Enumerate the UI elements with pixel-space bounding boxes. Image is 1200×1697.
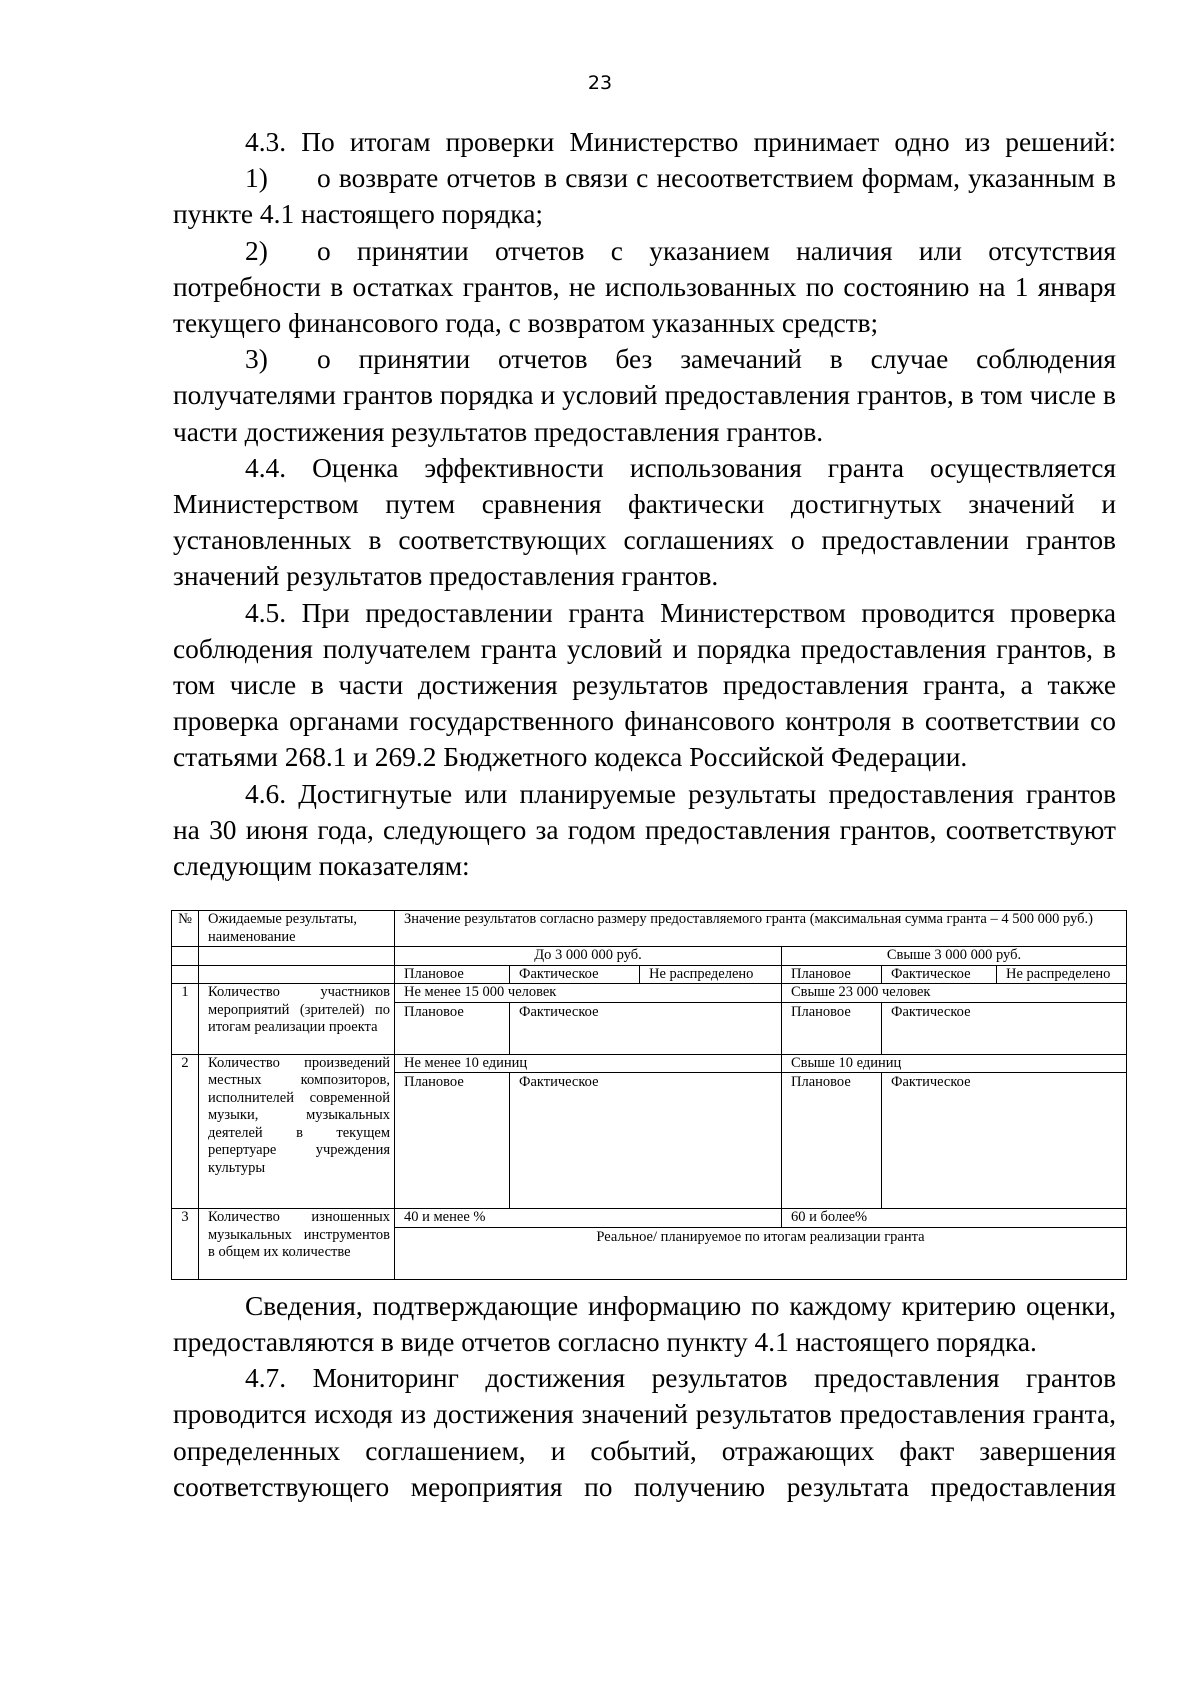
paragraph-evidence: Сведения, подтверждающие информацию по каждому критерию оценки, предоставляются в виде отчетов согласно пункту 4.1 настоящего порядка. [173, 1290, 1116, 1357]
row-value-upto: Не менее 15 000 человек [395, 984, 782, 1003]
list-item-number: 1) [245, 163, 268, 194]
list-item-2 [173, 233, 1116, 342]
table-cell [172, 947, 199, 966]
header-planned: Плановое [395, 965, 510, 984]
header-undistributed: Не распределено [997, 965, 1127, 984]
cell-planned: Плановое [395, 1002, 510, 1054]
list-item-3 [173, 341, 1116, 450]
list-item-number: 3) [245, 344, 268, 375]
row-value-upto: Не менее 10 единиц [395, 1054, 782, 1073]
cell-actual: Фактическое [882, 1073, 1127, 1209]
page-number: 23 [587, 72, 613, 94]
row-number: 3 [172, 1209, 199, 1280]
header-upto-3m: До 3 000 000 руб. [395, 947, 782, 966]
cell-actual: Фактическое [510, 1073, 782, 1209]
header-values: Значение результатов согласно размеру предоставляемого гранта (максимальная сумма гранта – 4 500 000 руб.) [395, 911, 1127, 947]
header-number: № [172, 911, 199, 947]
cell-actual: Фактическое [882, 1002, 1127, 1054]
row-number: 2 [172, 1054, 199, 1209]
row-value-over: 60 и более% [782, 1209, 1127, 1228]
header-undistributed: Не распределено [640, 965, 782, 984]
row-name: Количество произведений местных композиторов, исполнителей современной музыки, музыкальных деятелей в текущем репертуаре учреждения культуры [199, 1054, 395, 1209]
row-value-over: Свыше 23 000 человек [782, 984, 1127, 1003]
paragraph-4-4: 4.4. Оценка эффективности использования гранта осуществляется Министерством путем сравнения фактически достигнутых значений и установленных в соответствующих соглашениях о предоставлении грантов значений результатов предоставления грантов. [173, 452, 1116, 592]
row-value-over: Свыше 10 единиц [782, 1054, 1127, 1073]
list-item-1 [173, 160, 1116, 232]
cell-planned: Плановое [782, 1002, 882, 1054]
list-item-text: о принятии отчетов без замечаний в случае соблюдения получателями грантов порядка и условий предоставления грантов, в том числе в части достижения результатов предоставления грантов. [173, 344, 1116, 447]
cell-planned: Плановое [782, 1073, 882, 1209]
header-actual: Фактическое [882, 965, 997, 984]
paragraph-4-6: 4.6. Достигнутые или планируемые результаты предоставления грантов на 30 июня года, следующего за годом предоставления грантов, соответствуют следующим показателям: [173, 778, 1116, 882]
cell-actual: Фактическое [510, 1002, 782, 1054]
table-row [172, 1054, 1127, 1073]
list-item-text: о принятии отчетов с указанием наличия или отсутствия потребности в остатках грантов, не использованных по состоянию на 1 января текущего финансового года, с возвратом указанных средств; [173, 235, 1116, 339]
paragraph-4-7: 4.7. Мониторинг достижения результатов предоставления грантов проводится исходя из достижения значений результатов предоставления гранта, определенных соглашением, и событий, отражающих факт завершения соответствующего мероприятия по получению результата предоставления [173, 1363, 1116, 1502]
row-note: Реальное/ планируемое по итогам реализации гранта [395, 1227, 1127, 1279]
list-item-text: о возврате отчетов в связи с несоответствием формам, указанным в пункте 4.1 настоящего порядка; [173, 163, 1116, 230]
table-cell [172, 965, 199, 984]
table-row [172, 1209, 1127, 1228]
header-actual: Фактическое [510, 965, 640, 984]
header-planned: Плановое [782, 965, 882, 984]
row-name: Количество участников мероприятий (зрителей) по итогам реализации проекта [199, 984, 395, 1055]
list-item-number: 2) [245, 235, 268, 266]
cell-planned: Плановое [395, 1073, 510, 1209]
row-number: 1 [172, 984, 199, 1055]
paragraph-4-5: 4.5. При предоставлении гранта Министерством проводится проверка соблюдения получателем гранта условий и порядка предоставления грантов, в том числе в части достижения результатов предоставления гранта, а также проверка органами государственного финансового контроля в соответствии со статьями 268.1 и 269.2 Бюджетного кодекса Российской Федерации. [173, 597, 1116, 773]
document-body [173, 124, 1116, 1505]
paragraph-4-3: 4.3. По итогам проверки Министерство принимает одно из решений: [245, 127, 1116, 157]
table-cell [199, 965, 395, 984]
row-value-upto: 40 и менее % [395, 1209, 782, 1228]
row-name: Количество изношенных музыкальных инструментов в общем их количестве [199, 1209, 395, 1280]
table-cell [199, 947, 395, 966]
table-row [172, 984, 1127, 1003]
header-results: Ожидаемые результаты, наименование [199, 911, 395, 947]
results-table [171, 910, 1127, 1280]
header-over-3m: Свыше 3 000 000 руб. [782, 947, 1127, 966]
